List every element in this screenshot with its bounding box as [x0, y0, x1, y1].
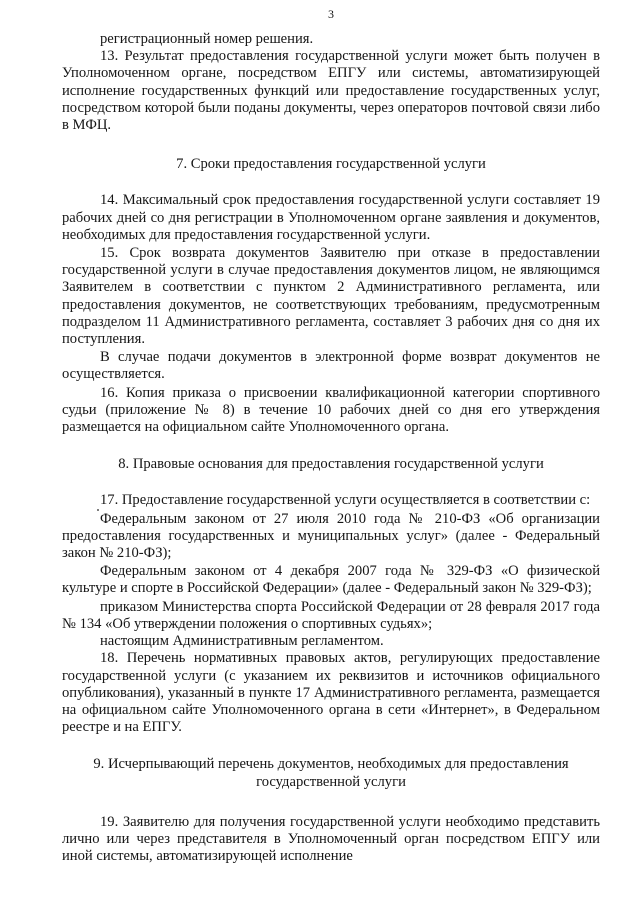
- paragraph-17-regulation: настоящим Административным регламентом.: [100, 633, 384, 650]
- scan-speck: [97, 509, 99, 511]
- paragraph-17: 17. Предоставление государственной услуги осуществляется в соответствии с:: [100, 492, 591, 509]
- page-number: 3: [328, 7, 334, 21]
- paragraph-16: 16. Копия приказа о присвоении квалификационной категории спортивного судьи (приложение № 8) в течение 10 рабочих дней со дня его утверждения размещается на официальном сайте Уполномоченного органа.: [62, 384, 600, 436]
- paragraph-15: 15. Срок возврата документов Заявителю при отказе в предоставлении государственной услуги в случае предоставления документов лицом, не являющимся Заявителем в соответствии с пунктом 2 Административного регламента, или предоставления документов, не соответствующих требованиям, предусмотренным подразделом 11 Административного регламента, составляет 3 рабочих дня со дня их поступления.: [62, 245, 600, 348]
- paragraph-18: 18. Перечень нормативных правовых актов, регулирующих предоставление государственной услуги (с указанием их реквизитов и источников официального опубликования), указанный в пункте 17 Административного регламента, размещается на официальном сайте Уполномоченного органа в сети «Интернет», в Федеральном реестре и на ЕПГУ.: [62, 650, 600, 736]
- paragraph-17-law-210: Федеральным законом от 27 июля 2010 года № 210-ФЗ «Об организации предоставления государственных и муниципальных услуг» (далее - Федеральный закон № 210-ФЗ);: [62, 510, 600, 562]
- paragraph-17-order-134: приказом Министерства спорта Российской Федерации от 28 февраля 2017 года № 134 «Об утверждении положения о спортивных судьях»;: [62, 598, 600, 632]
- paragraph-19: 19. Заявителю для получения государственной услуги необходимо представить лично или через представителя в Уполномоченный орган посредством ЕПГУ или иной системы, автоматизирующей исполнение: [62, 813, 600, 865]
- document-page: [62, 0, 600, 905]
- paragraph-17-law-329: Федеральным законом от 4 декабря 2007 года № 329-ФЗ «О физической культуре и спорте в Российской Федерации» (далее - Федеральный закон № 329-ФЗ);: [62, 563, 600, 597]
- section-heading-9: 9. Исчерпывающий перечень документов, необходимых для предоставления государственной услуги: [93, 756, 569, 790]
- section-heading-7: 7. Сроки предоставления государственной услуги: [176, 156, 486, 173]
- paragraph-13: 13. Результат предоставления государственной услуги может быть получен в Уполномоченном органе, посредством ЕПГУ или системы, автоматизирующей исполнение государственных функций или предоставление государственных услуг, посредством которой были поданы документы, через операторов почтовой связи либо в МФЦ.: [62, 48, 600, 134]
- paragraph-12-tail: регистрационный номер решения.: [100, 31, 314, 47]
- section-heading-8: 8. Правовые основания для предоставления государственной услуги: [118, 456, 544, 473]
- paragraph-14: 14. Максимальный срок предоставления государственной услуги составляет 19 рабочих дней со дня регистрации в Уполномоченном органе заявления и документов, необходимых для предоставления государственной услуги.: [62, 192, 600, 243]
- document-body: [62, 31, 600, 865]
- paragraph-15-electronic: В случае подачи документов в электронной форме возврат документов не осуществляется.: [62, 349, 600, 383]
